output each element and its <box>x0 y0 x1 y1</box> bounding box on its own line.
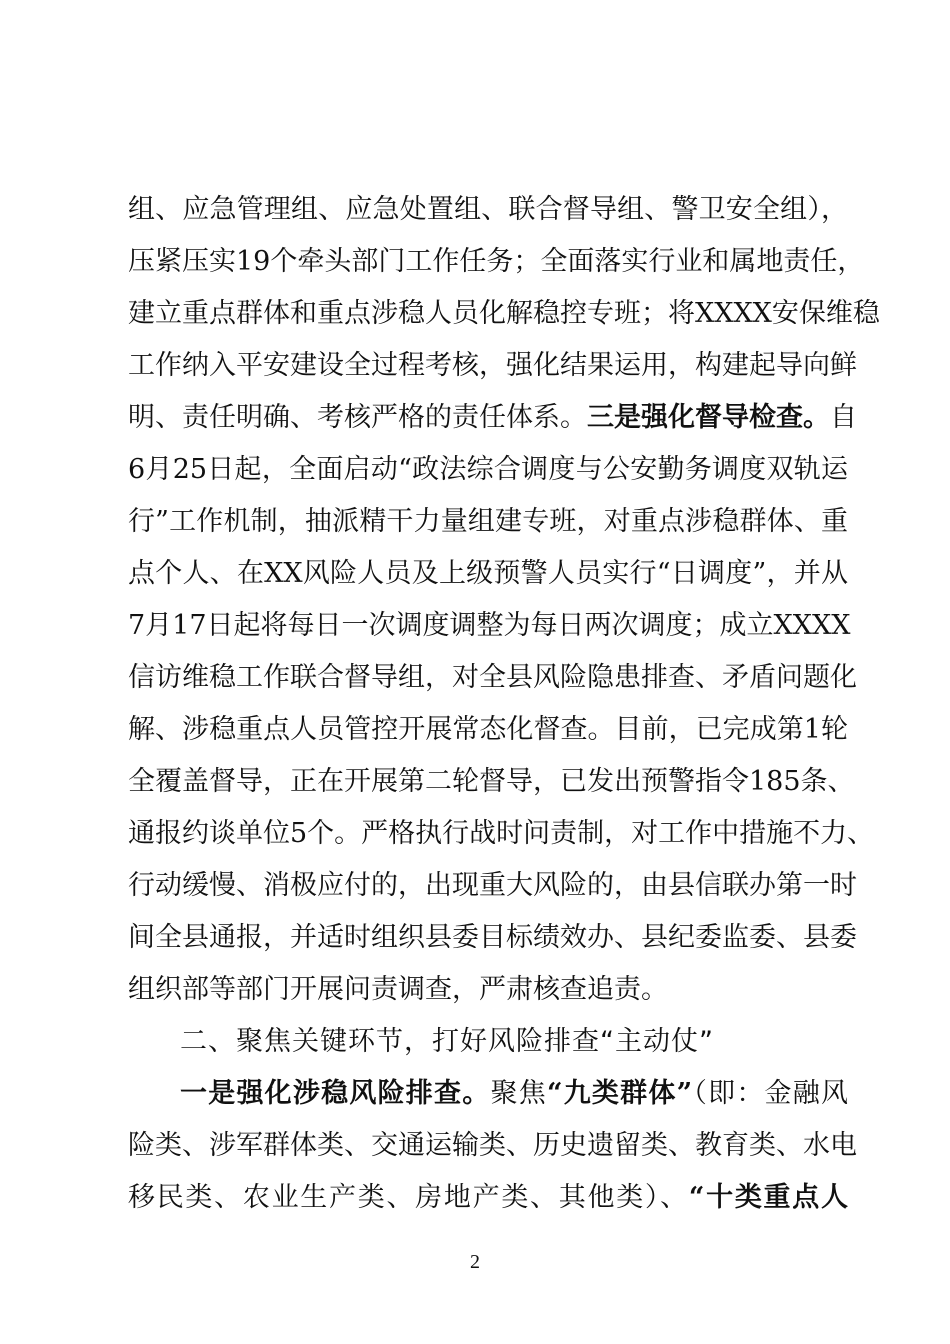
text-span: 明、责任明确、考核严格的责任体系。 <box>128 402 587 433</box>
text-line: 工作纳入平安建设全过程考核，强化结果运用，构建起导向鲜 <box>128 350 857 381</box>
text-span: 移民类、农业生产类、房地产类、其他类）、 <box>128 1182 689 1213</box>
text-line: 组、应急管理组、应急处置组、联合督导组、警卫安全组）， <box>128 194 848 225</box>
text-line: 行动缓慢、消极应付的，出现重大风险的，由县信联办第一时 <box>128 870 857 901</box>
text-line-last: 组织部等部门开展问责调查，严肃核查追责。 <box>128 974 668 1005</box>
text-line-mixed <box>180 1074 848 1114</box>
text-span: 聚焦 <box>490 1078 547 1109</box>
bold-lead-text: 一是强化涉稳风险排查。 <box>180 1078 491 1109</box>
text-line: 7月17日起将每日一次调度调整为每日两次调度；成立XXXX <box>128 610 851 641</box>
bold-emphasis-text: “十类重点人 <box>688 1182 848 1213</box>
text-line: 间全县通报，并适时组织县委目标绩效办、县纪委监委、县委 <box>128 922 857 953</box>
text-span: 自 <box>830 402 857 433</box>
text-line: 点个人、在XX风险人员及上级预警人员实行“日调度”，并从 <box>128 558 848 589</box>
text-span: （即：金融风 <box>692 1078 849 1109</box>
bold-lead-text: 三是强化督导检查。 <box>587 402 830 433</box>
text-line: 通报约谈单位5个。严格执行战时问责制，对工作中措施不力、 <box>128 818 875 849</box>
text-line: 6月25日起，全面启动“政法综合调度与公安勤务调度双轨运 <box>128 454 848 485</box>
text-line: 险类、涉军群体类、交通运输类、历史遗留类、教育类、水电 <box>128 1130 857 1161</box>
text-line: 压紧压实19个牵头部门工作任务；全面落实行业和属地责任， <box>128 246 865 277</box>
text-line: 行”工作机制，抽派精干力量组建专班，对重点涉稳群体、重 <box>128 506 848 537</box>
text-line: 全覆盖督导，正在开展第二轮督导，已发出预警指令185条、 <box>128 766 855 797</box>
text-line: 解、涉稳重点人员管控开展常态化督查。目前，已完成第1轮 <box>128 714 848 745</box>
text-line: 建立重点群体和重点涉稳人员化解稳控专班；将XXXX安保维稳 <box>128 298 880 329</box>
text-line-mixed <box>128 398 857 438</box>
text-line-mixed <box>128 1178 848 1218</box>
text-line: 信访维稳工作联合督导组，对全县风险隐患排查、矛盾问题化 <box>128 662 857 693</box>
page-number: 2 <box>470 1251 480 1273</box>
bold-emphasis-text: “九类群体” <box>546 1078 693 1109</box>
section-heading: 二、聚焦关键环节，打好风险排查“主动仗” <box>180 1026 714 1057</box>
